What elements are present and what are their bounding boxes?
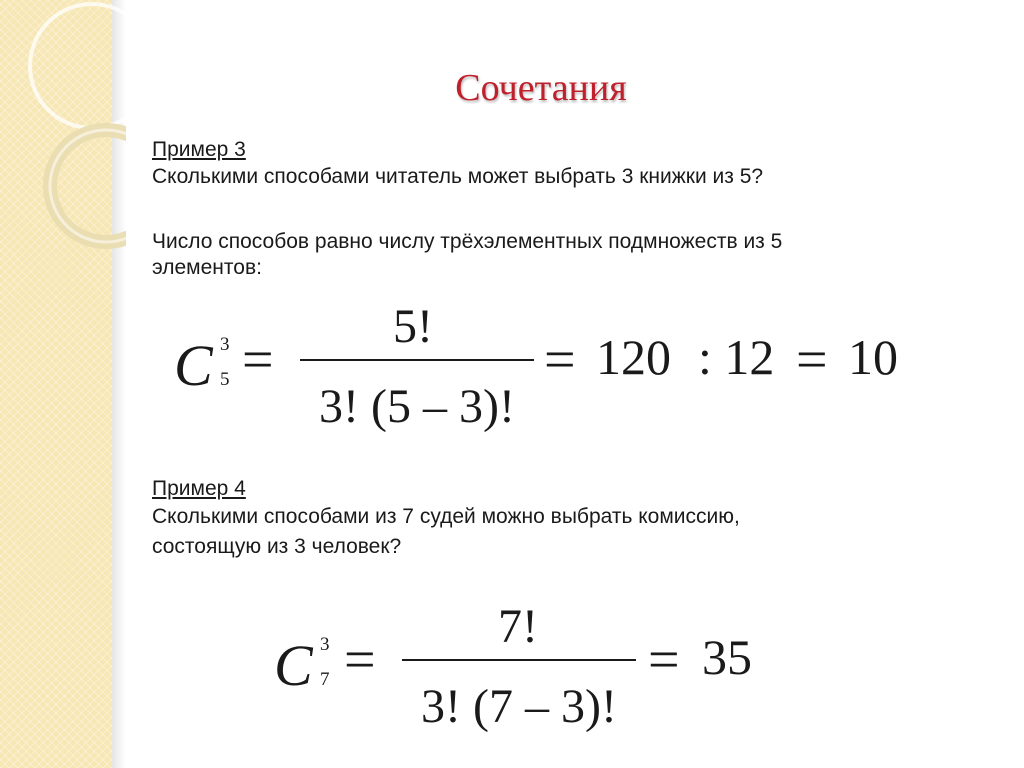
- formula-c-symbol: C: [174, 333, 213, 398]
- formula-c-symbol: C: [274, 633, 313, 698]
- formula-result: 10: [848, 329, 898, 385]
- equals-sign-2: =: [648, 629, 680, 691]
- example3-explanation-line1: Число способов равно числу трёхэлементных подмножеств из 5: [152, 230, 783, 253]
- formula-c-subscript: 5: [220, 369, 230, 390]
- example4-formula: [250, 590, 810, 740]
- division-term: : 12: [698, 329, 775, 385]
- fraction-denominator: 3! (5 – 3)!: [319, 380, 515, 433]
- example3-formula: [150, 290, 930, 440]
- intermediate-value: 120: [596, 329, 671, 385]
- example4-label: Пример 4: [152, 477, 246, 500]
- example4-question-line2: состоящую из 3 человек?: [152, 535, 402, 558]
- fraction-denominator: 3! (7 – 3)!: [421, 680, 617, 733]
- equals-sign-2: =: [544, 329, 576, 391]
- fraction-numerator: 7!: [498, 600, 538, 653]
- example3-explanation-line2: элементов:: [152, 256, 262, 279]
- decorative-circles: [0, 0, 126, 300]
- formula-result: 35: [702, 629, 752, 685]
- equals-sign-3: =: [796, 329, 828, 391]
- equals-sign-1: =: [344, 629, 376, 691]
- example3-question: Сколькими способами читатель может выбрать 3 книжки из 5?: [152, 165, 764, 188]
- example4-question-line1: Сколькими способами из 7 судей можно выбрать комиссию,: [152, 505, 740, 528]
- formula-c-superscript: 3: [220, 334, 230, 355]
- fraction-numerator: 5!: [393, 300, 433, 353]
- formula-c-subscript: 7: [320, 669, 330, 690]
- equals-sign-1: =: [242, 329, 274, 391]
- formula-c-superscript: 3: [320, 634, 330, 655]
- slide-title: Сочетания: [455, 67, 627, 109]
- example3-label: Пример 3: [152, 138, 246, 161]
